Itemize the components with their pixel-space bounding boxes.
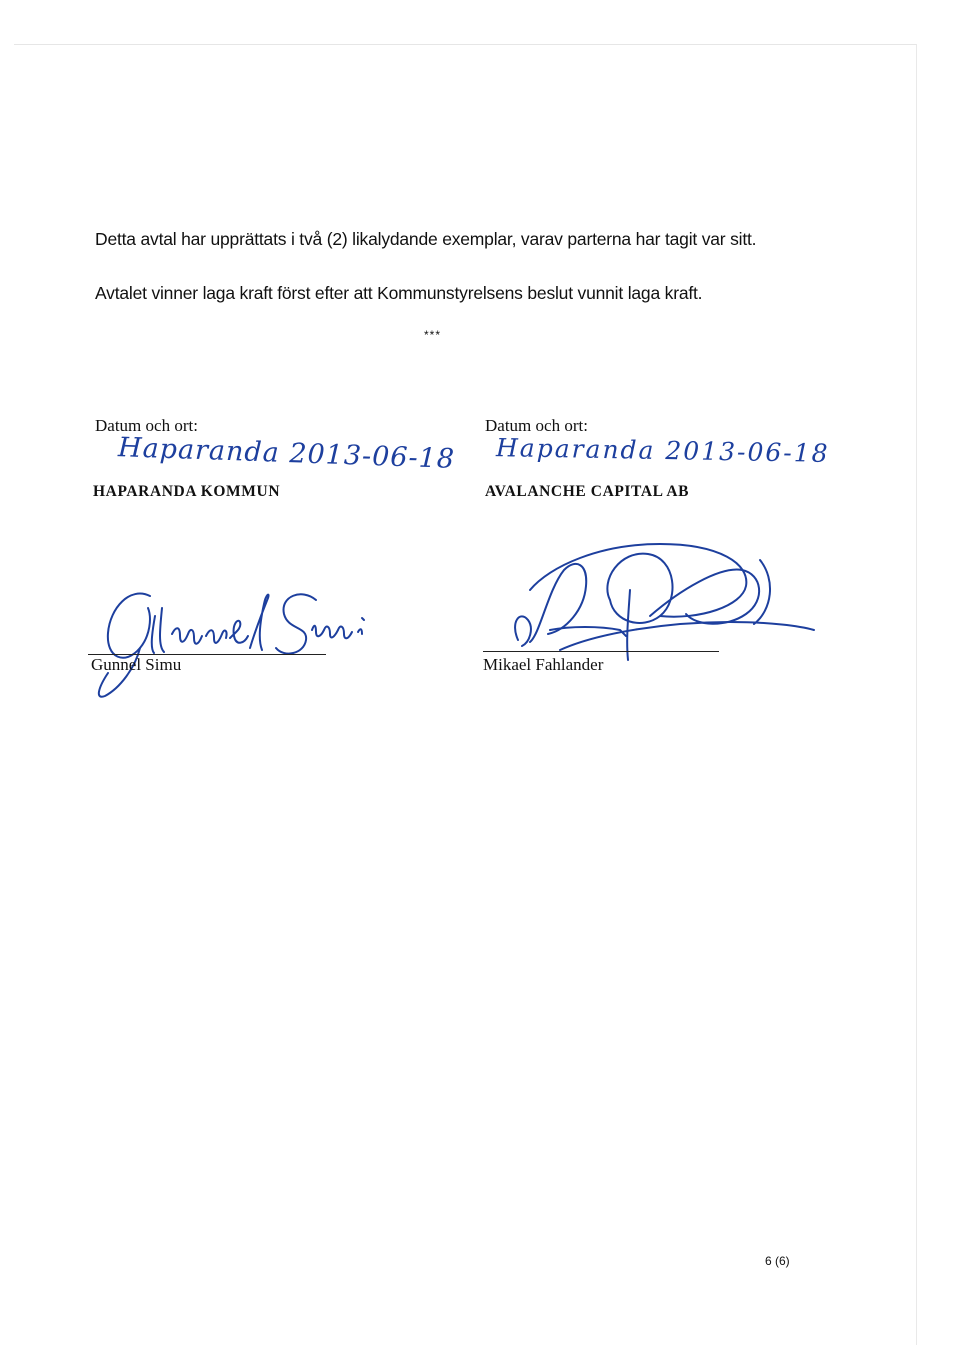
right-signatory-name: Mikael Fahlander <box>483 655 604 674</box>
paragraph-line-2: Avtalet vinner laga kraft först efter att Kommunstyrelsens beslut vunnit laga kraft. <box>95 283 703 303</box>
separator: *** <box>424 328 442 342</box>
left-handwritten-place-date: Haparanda 2013-06-18 <box>117 432 456 475</box>
page-number: 6 (6) <box>765 1254 790 1268</box>
left-signature <box>80 578 380 708</box>
left-date-label: Datum och ort: <box>95 416 198 435</box>
left-organization: HAPARANDA KOMMUN <box>93 483 281 500</box>
right-organization: AVALANCHE CAPITAL AB <box>485 483 690 500</box>
right-signature-line <box>483 651 719 652</box>
right-date-label: Datum och ort: <box>485 416 588 435</box>
right-handwritten-place-date: Haparanda 2013-06-18 <box>495 433 830 468</box>
paragraph-line-1: Detta avtal har upprättats i två (2) likalydande exemplar, varav parterna har tagit var sitt. <box>95 229 757 249</box>
left-signatory-name: Gunnel Simu <box>91 655 182 674</box>
